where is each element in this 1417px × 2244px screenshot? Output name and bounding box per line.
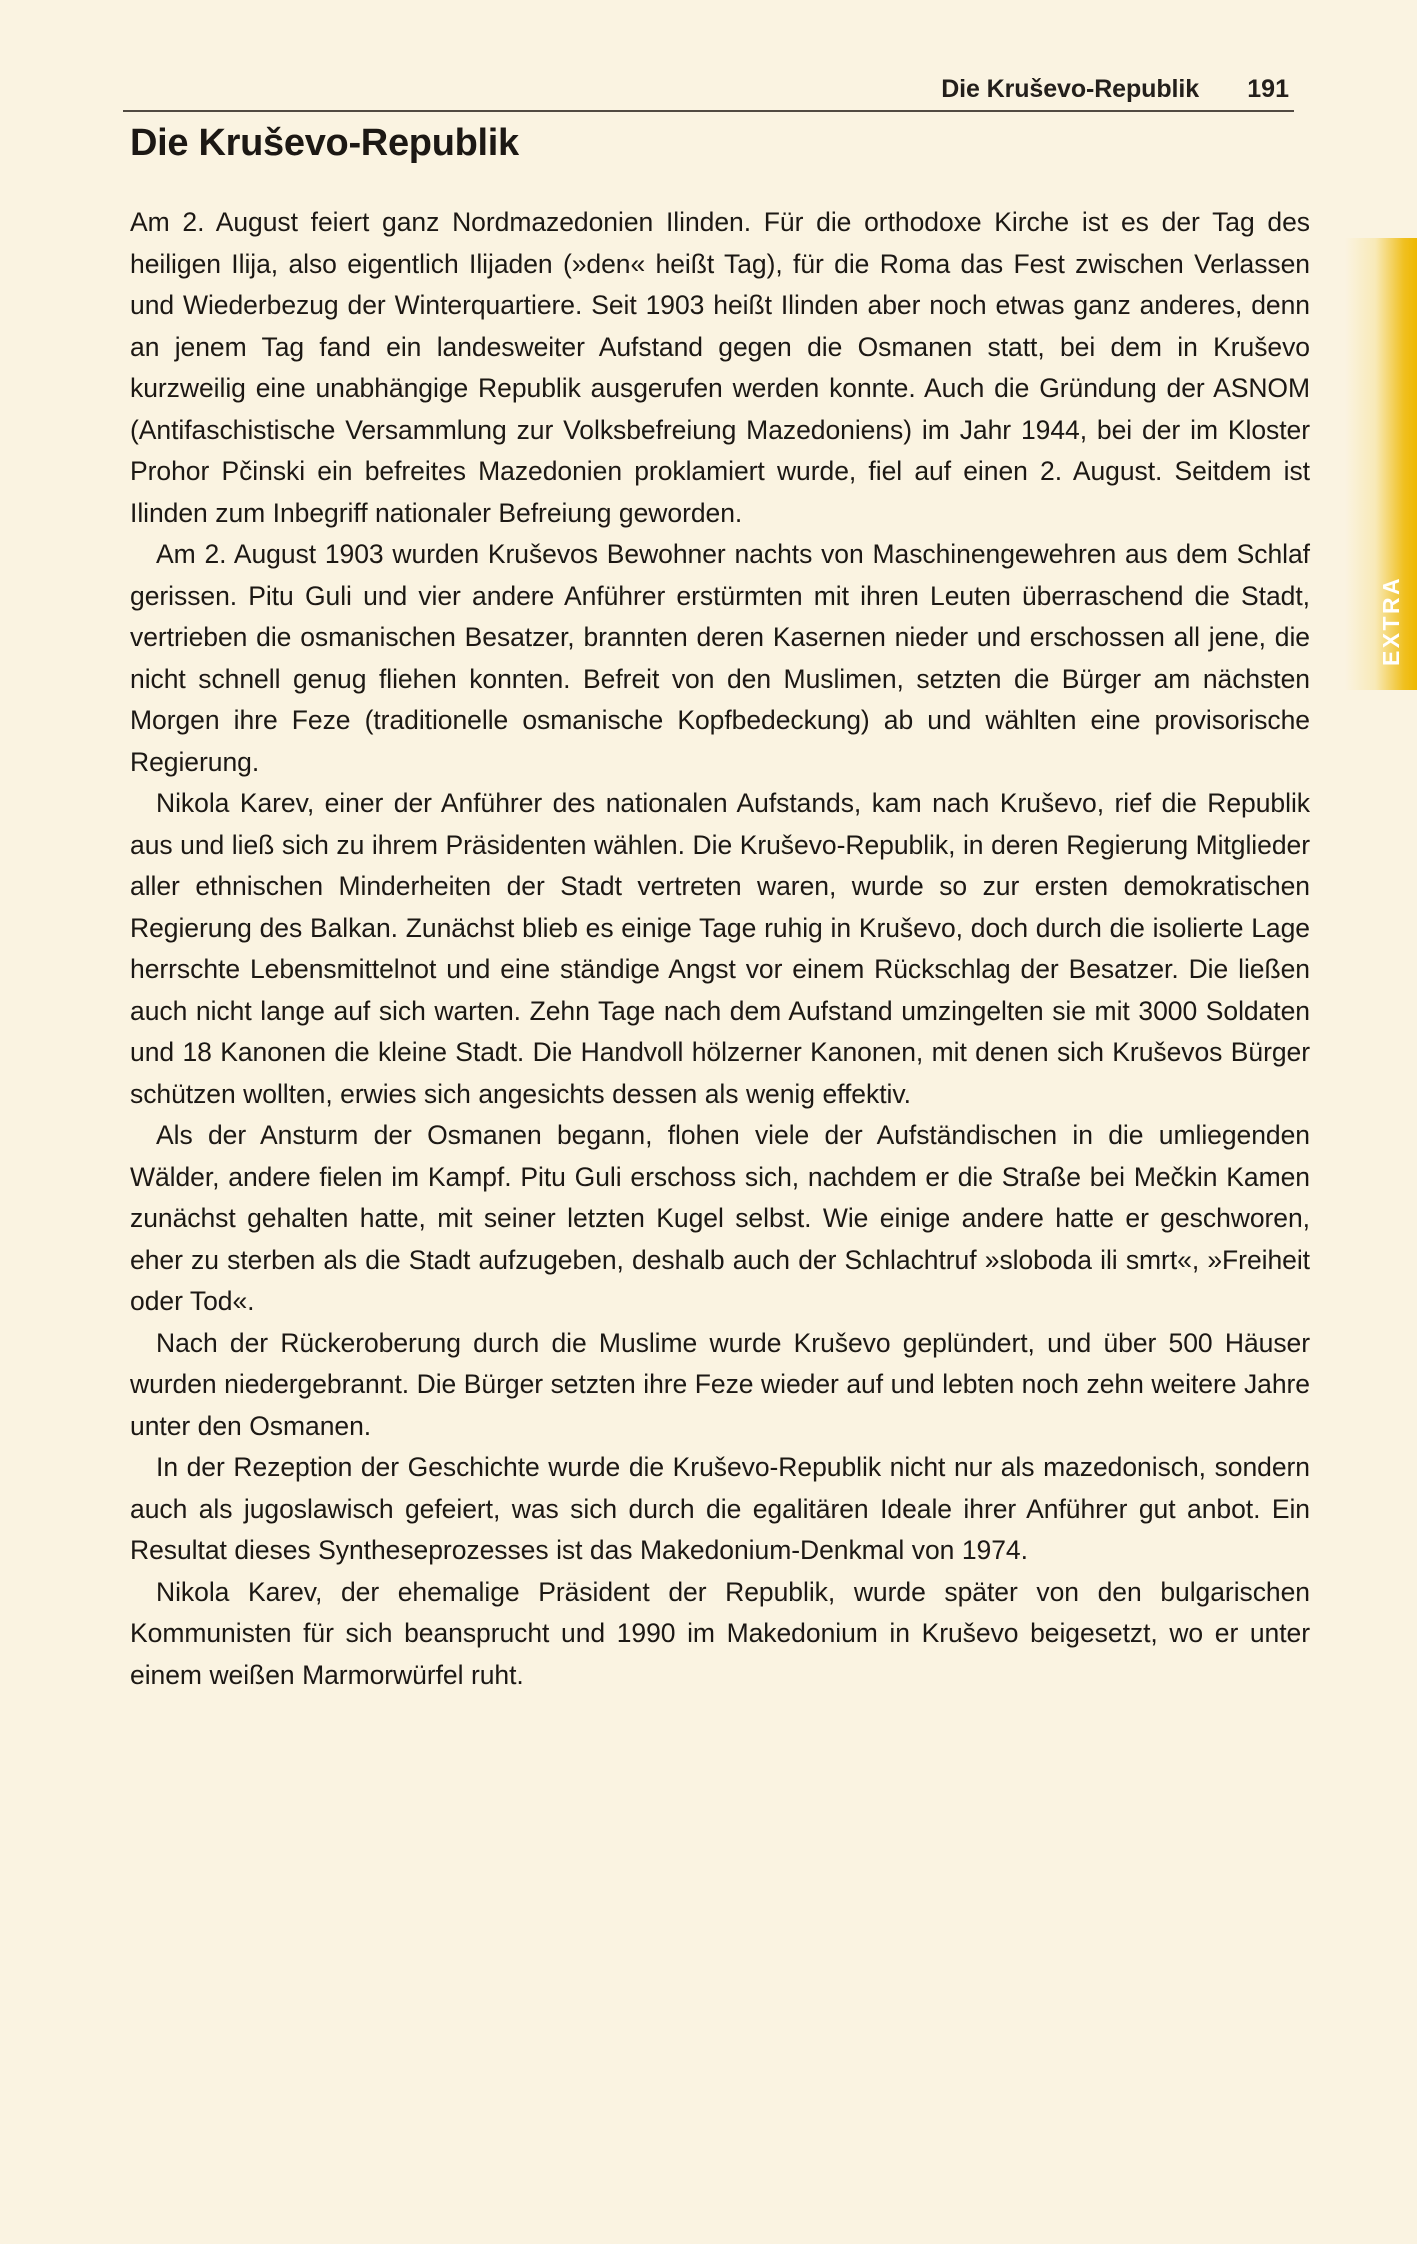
running-head-title: Die Kruševo-Republik	[941, 75, 1199, 103]
paragraph: Als der Ansturm der Osmanen begann, flohen viele der Aufständischen in die umliegenden Wälder, andere fielen im Kampf. Pitu Guli erschoss sich, nachdem er die Straße bei Mečkin Kamen zunächst gehalten hatte, mit seiner letzten Kugel selbst. Wie einige andere hatte er geschworen, eher zu sterben als die Stadt aufzugeben, deshalb auch der Schlachtruf »sloboda ili smrt«, »Freiheit oder Tod«.	[130, 1120, 1310, 1316]
paragraph: Nach der Rückeroberung durch die Muslime wurde Kruševo geplündert, und über 500 Häuser wurden niedergebrannt. Die Bürger setzten ihre Feze wieder auf und lebten noch zehn weitere Jahre unter den Osmanen.	[130, 1327, 1310, 1441]
paragraph: Nikola Karev, einer der Anführer des nationalen Aufstands, kam nach Kruševo, rief die Republik aus und ließ sich zu ihrem Präsidenten wählen. Die Kruševo-Republik, in deren Regierung Mitglieder aller ethnischen Minderheiten der Stadt vertreten waren, wurde so zur ersten demokratischen Regierung des Balkan. Zunächst blieb es einige Tage ruhig in Kruševo, doch durch die isolierte Lage herrschte Lebensmittelnot und eine ständige Angst vor einem Rückschlag der Besatzer. Die ließen auch nicht lange auf sich warten. Zehn Tage nach dem Aufstand umzingelten sie mit 3000 Soldaten und 18 Kanonen die kleine Stadt. Die Handvoll hölzerner Kanonen, mit denen sich Kruševos Bürger schützen wollten, erwies sich angesichts dessen als wenig effektiv.	[130, 788, 1310, 1109]
page-number: 191	[1247, 75, 1289, 103]
running-head	[128, 58, 1289, 102]
extra-section-tab	[1345, 238, 1417, 690]
page-title: Die Kruševo-Republik	[130, 122, 519, 164]
header-divider-rule	[123, 110, 1294, 112]
paragraph: Am 2. August 1903 wurden Kruševos Bewohner nachts von Maschinengewehren aus dem Schlaf gerissen. Pitu Guli und vier andere Anführer erstürmten mit ihren Leuten überraschend die Stadt, vertrieben die osmanischen Besatzer, brannten deren Kasernen nieder und erschossen all jene, die nicht schnell genug fliehen konnten. Befreit von den Muslimen, setzten die Bürger am nächsten Morgen ihre Feze (traditionelle osmanische Kopfbedeckung) ab und wählten eine provisorische Regierung.	[130, 539, 1310, 777]
paragraph: In der Rezeption der Geschichte wurde die Kruševo-Republik nicht nur als mazedonisch, sondern auch als jugoslawisch gefeiert, was sich durch die egalitären Ideale ihrer Anführer gut anbot. Ein Resultat dieses Syntheseprozesses ist das Makedonium-Denkmal von 1974.	[130, 1452, 1310, 1565]
paragraph: Am 2. August feiert ganz Nordmazedonien Ilinden. Für die orthodoxe Kirche ist es der Tag des heiligen Ilija, also eigentlich Ilijaden (»den« heißt Tag), für die Roma das Fest zwischen Verlassen und Wiederbezug der Winterquartiere. Seit 1903 heißt Ilinden aber noch etwas ganz anderes, denn an jenem Tag fand ein landesweiter Aufstand gegen die Osmanen statt, bei dem in Kruševo kurzweilig eine unabhängige Republik ausgerufen werden konnte. Auch die Gründung der ASNOM (Antifaschistische Versammlung zur Volksbefreiung Mazedoniens) im Jahr 1944, bei der im Kloster Prohor Pčinski ein befreites Mazedonien proklamiert wurde, fiel auf einen 2. August. Seitdem ist Ilinden zum Inbegriff nationaler Befreiung geworden.	[130, 207, 1310, 528]
paragraph: Nikola Karev, der ehemalige Präsident der Republik, wurde später von den bulgarischen Kommunisten für sich beansprucht und 1990 im Makedonium in Kruševo beigesetzt, wo er unter einem weißen Marmorwürfel ruht.	[130, 1576, 1310, 1690]
body-text-column	[130, 202, 1310, 1696]
extra-section-tab-label: EXTRA	[1378, 576, 1404, 666]
